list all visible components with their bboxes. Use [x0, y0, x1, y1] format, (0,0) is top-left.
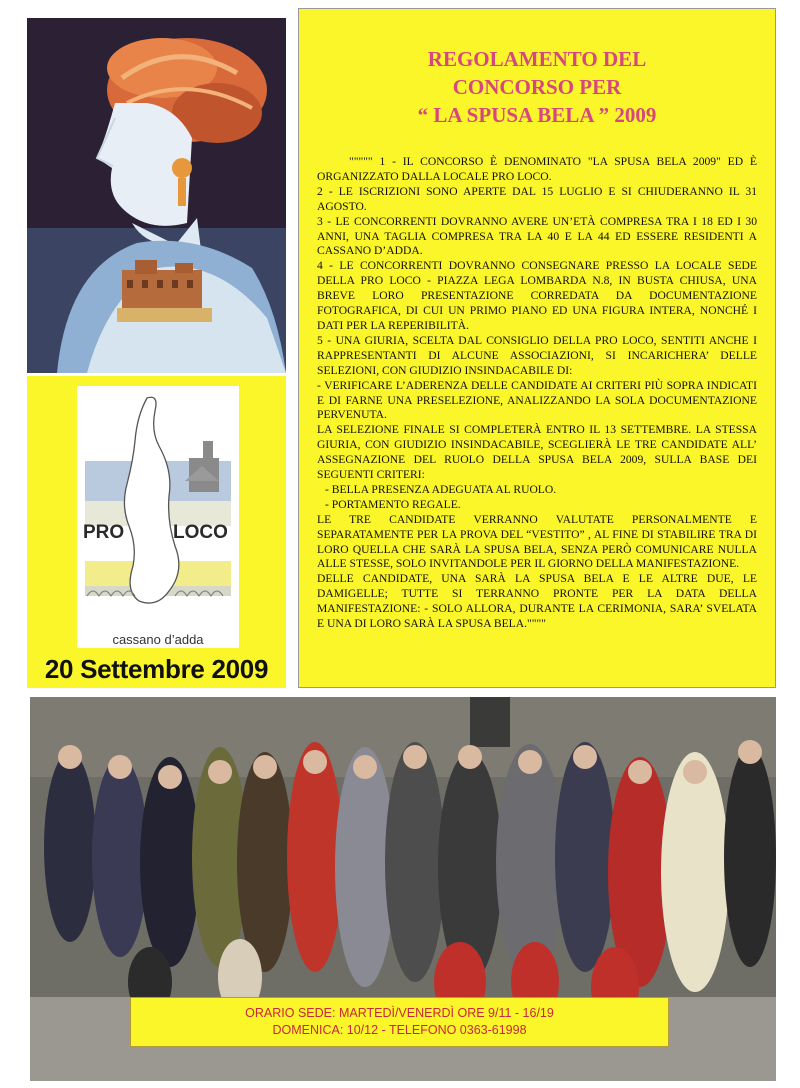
- painting-illustration: [27, 18, 286, 373]
- group-photo: [30, 697, 776, 1081]
- rule-criterion: - BELLA PRESENZA ADEGUATA AL RUOLO.: [325, 482, 557, 496]
- logo-caption: cassano d’adda: [112, 632, 204, 647]
- rule-paragraph: DELLE CANDIDATE, UNA SARÀ LA SPUSA BELA E LE ALTRE DUE, LE DAMIGELLE; TUTTE SI TERRANNO PRONTE PER LA DATA DELLA MANIFESTAZIONE: - SOLO ALLORA, DURANTE LA CERIMONIA, SARA’ SVELATA E UNA DI LORO SARÀ LA SPUSA BELA."""": [317, 572, 757, 631]
- office-hours-line: DOMENICA: 10/12 - TELEFONO 0363-61998: [272, 1023, 527, 1037]
- rule-paragraph: 3 - LE CONCORRENTI DOVRANNO AVERE UN’ETÀ COMPRESA TRA I 18 ED I 30 ANNI, UNA TAGLIA COMPRESA TRA LA 40 E LA 44 ED ESSERE RESIDENTI A CASSANO D’ADDA.: [317, 214, 757, 258]
- rule-paragraph: - VERIFICARE L’ADERENZA DELLE CANDIDATE AI CRITERI PIÙ SOPRA INDICATI E DI FARNE UNA PRESELEZIONE, ANALIZZANDO LA SOLA DOCUMENTAZIONE PERVENUTA.: [317, 378, 757, 422]
- rule-criterion: - PORTAMENTO REGALE.: [325, 497, 461, 511]
- rules-body: [317, 155, 757, 632]
- event-date: 20 Settembre 2009: [44, 654, 269, 684]
- rule-paragraph: """"" 1 - IL CONCORSO È DENOMINATO "LA SPUSA BELA 2009" ED È ORGANIZZATO DALLA LOCALE PRO LOCO.: [317, 155, 757, 183]
- office-hours-box: [130, 997, 669, 1047]
- logo-word-right: LOCO: [173, 522, 228, 543]
- painting-image: [27, 18, 286, 373]
- rules-panel: [298, 8, 776, 688]
- office-hours-line: ORARIO SEDE: MARTEDÌ/VENERDÌ ORE 9/11 - 16/19: [245, 1006, 554, 1020]
- pro-loco-map-icon: [77, 386, 239, 626]
- pro-loco-logo: [77, 386, 239, 648]
- rules-title: [317, 45, 757, 129]
- rule-paragraph: LA SELEZIONE FINALE SI COMPLETERÀ ENTRO IL 13 SETTEMBRE. LA STESSA GIURIA, CON GIUDIZIO INSINDACABILE, SCEGLIERÀ LE TRE CANDIDATE ALL’ ASSEGNAZIONE DEL RUOLO DELLA SPUSA BELA 2009, SULLA BASE DEI SEGUENTI CRITERI:: [317, 423, 757, 482]
- logo-word-left: PRO: [83, 522, 125, 543]
- pro-loco-panel: [27, 376, 286, 688]
- rules-title-line: “ LA SPUSA BELA ” 2009: [417, 103, 657, 127]
- rule-paragraph: 2 - LE ISCRIZIONI SONO APERTE DAL 15 LUGLIO E SI CHIUDERANNO IL 31 AGOSTO.: [317, 184, 757, 213]
- rule-paragraph: 4 - LE CONCORRENTI DOVRANNO CONSEGNARE PRESSO LA LOCALE SEDE DELLA PRO LOCO - PIAZZA LEGA LOMBARDA N.8, IN BUSTA CHIUSA, UNA BREVE LORO PRESENTAZIONE CORREDATA DA DOCUMENTAZIONE FOTOGRAFICA, DI CUI UN PRIMO PIANO ED UNA FIGURA INTERA, NONCHÉ I DATI PER LA REPERIBILITÀ.: [317, 259, 757, 332]
- rule-paragraph: LE TRE CANDIDATE VERRANNO VALUTATE PERSONALMENTE E SEPARATAMENTE PER LA PROVA DEL “VESTITO” , AL FINE DI STABILIRE TRA DI LORO QUELLA CHE SARÀ LA SPUSA BELA, SENZA PERÒ COMUNICARE NULLA ALLE STESSE, SOLO INVITANDOLE PER IL GIORNO DELLA MANIFESTAZIONE.: [317, 512, 757, 571]
- rules-title-line: CONCORSO PER: [452, 75, 622, 99]
- rules-title-line: REGOLAMENTO DEL: [427, 47, 647, 71]
- rule-paragraph: 5 - UNA GIURIA, SCELTA DAL CONSIGLIO DELLA PRO LOCO, SENTITI ANCHE I RAPPRESENTANTI DI ALCUNE ASSOCIAZIONI, SI INCARICHERA’ DELLE SELEZIONI, CON GIUDIZIO INSINDACABILE DI:: [317, 333, 757, 377]
